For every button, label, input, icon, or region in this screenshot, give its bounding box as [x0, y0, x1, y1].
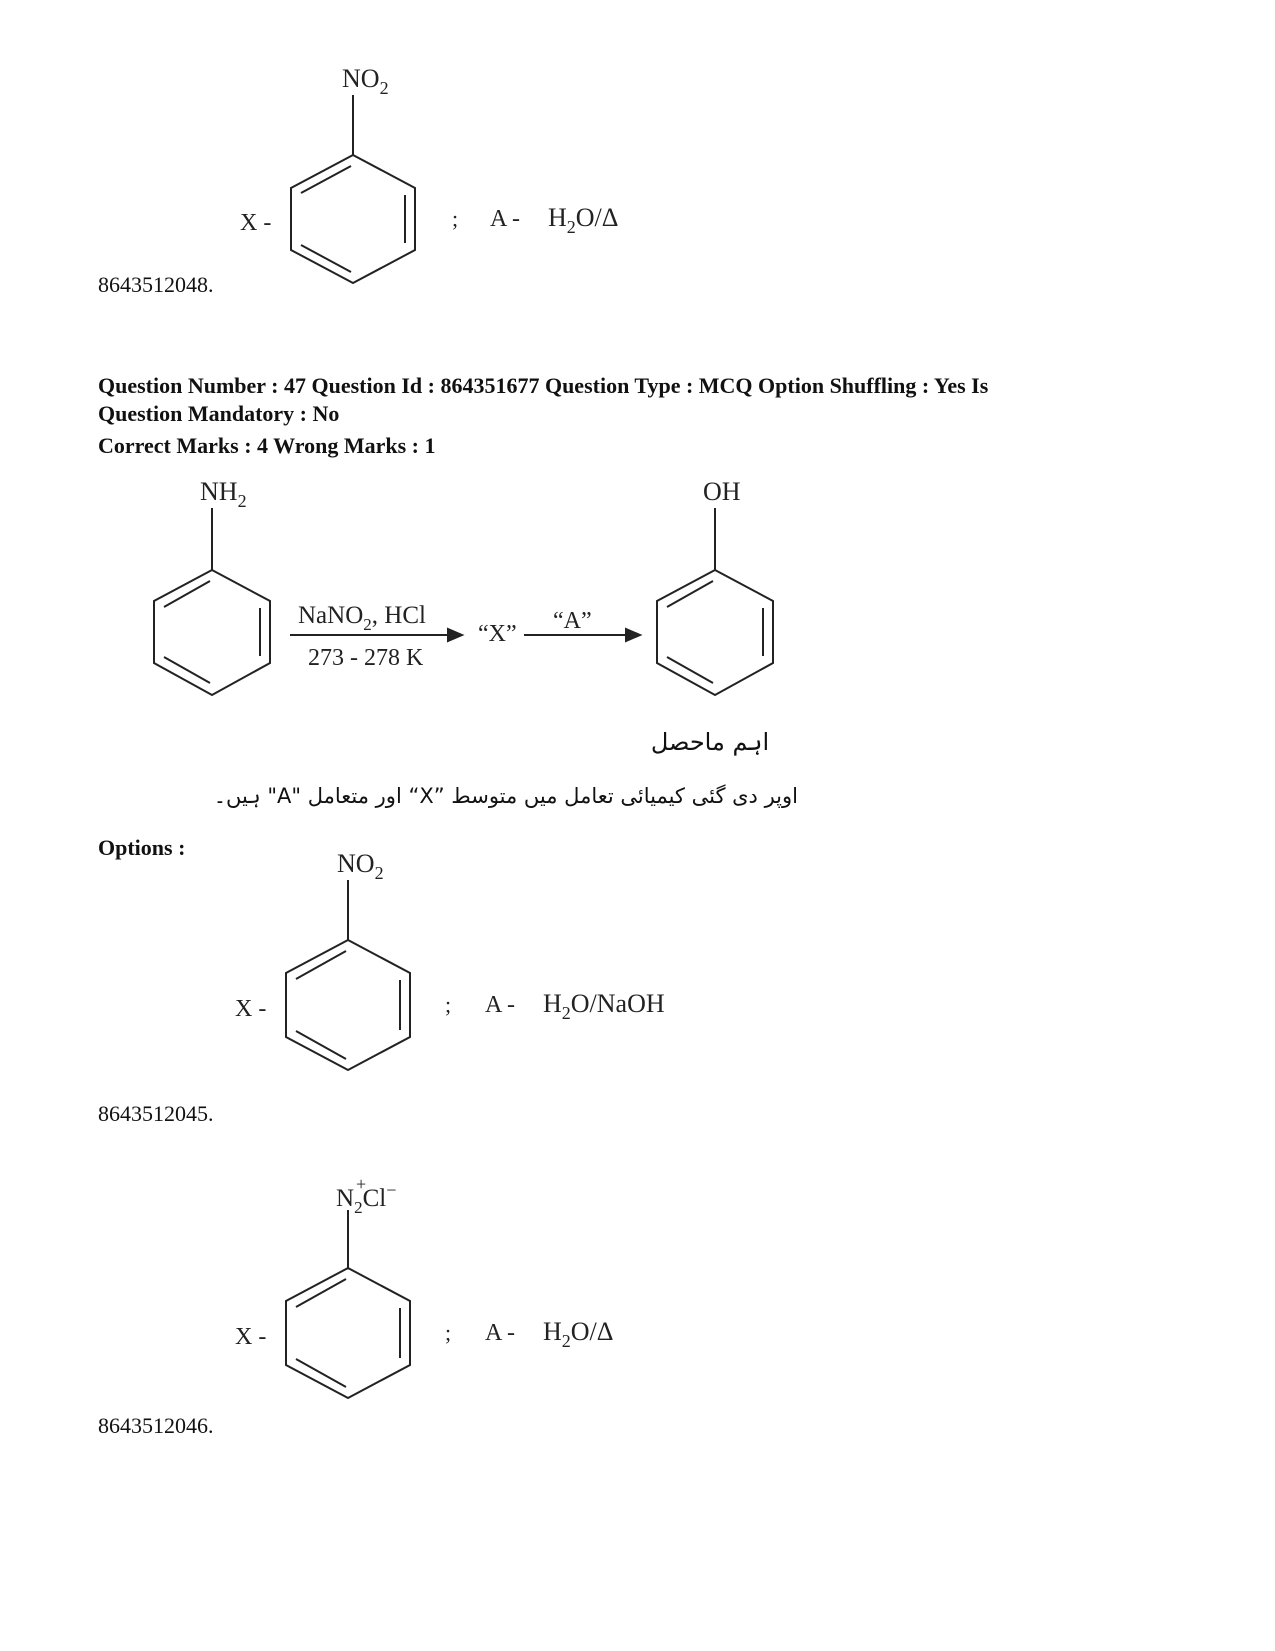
x-label: X -: [235, 1324, 267, 1350]
reagent-label: $H_2O$/NaOH: [543, 989, 665, 1023]
separator: ;: [445, 1320, 452, 1345]
charge-plus: +: [356, 1174, 367, 1194]
option-1-structure: [0, 850, 1275, 1090]
substituent-label: $NO_2$: [337, 850, 384, 883]
reaction-arrow-1: [290, 629, 462, 641]
product-caption: اہم ماحصل: [650, 728, 770, 756]
separator: ;: [452, 206, 459, 231]
reagent1-label: NaNO$_2$, HCl: [298, 602, 426, 634]
benzene-ring: [286, 880, 410, 1070]
substituent-label: $N_2Cl^-$: [336, 1180, 397, 1217]
x-label: X -: [240, 210, 272, 236]
intermediate-label: “X”: [478, 621, 517, 647]
option-2-structure: [0, 1170, 1275, 1430]
a-label: A -: [485, 992, 515, 1018]
condition1-label: 273 - 278 K: [308, 645, 424, 671]
reagent-label: $H_2O/\Delta$: [543, 1317, 614, 1351]
option-id: 8643512048.: [98, 272, 214, 297]
question-meta-line2: Question Mandatory : No: [98, 401, 340, 426]
substituent-label: $NO_2$: [342, 64, 389, 98]
x-label: X -: [235, 996, 267, 1022]
phenol-ring: [657, 508, 773, 695]
question-meta-line1: Question Number : 47 Question Id : 864351677 Question Type : MCQ Option Shuffling : Yes Is: [98, 373, 989, 398]
question-meta-line3: Correct Marks : 4 Wrong Marks : 1: [98, 433, 436, 458]
reaction-scheme: [0, 470, 1275, 830]
separator: ;: [445, 992, 452, 1017]
prev-option-structure: [0, 0, 1275, 300]
a-label: A -: [490, 206, 520, 232]
benzene-ring: [286, 1210, 410, 1398]
question-text-urdu: اوپر دی گئی کیمیائی تعامل میں متوسط ”X“ اور متعامل "A" ہیں۔: [213, 784, 798, 808]
reagent2-label: “A”: [553, 608, 592, 634]
a-label: A -: [485, 1320, 515, 1346]
options-label: Options :: [98, 835, 186, 860]
option-id: 8643512045.: [98, 1101, 214, 1126]
question-meta: [98, 372, 1198, 460]
benzene-ring: [291, 95, 415, 283]
start-group-label: $NH_2$: [200, 477, 247, 511]
product-group-label: OH: [703, 477, 741, 506]
option-id: 8643512046.: [98, 1413, 214, 1438]
aniline-ring: [154, 508, 270, 695]
reagent-label: $H_2O/\Delta$: [548, 203, 619, 237]
